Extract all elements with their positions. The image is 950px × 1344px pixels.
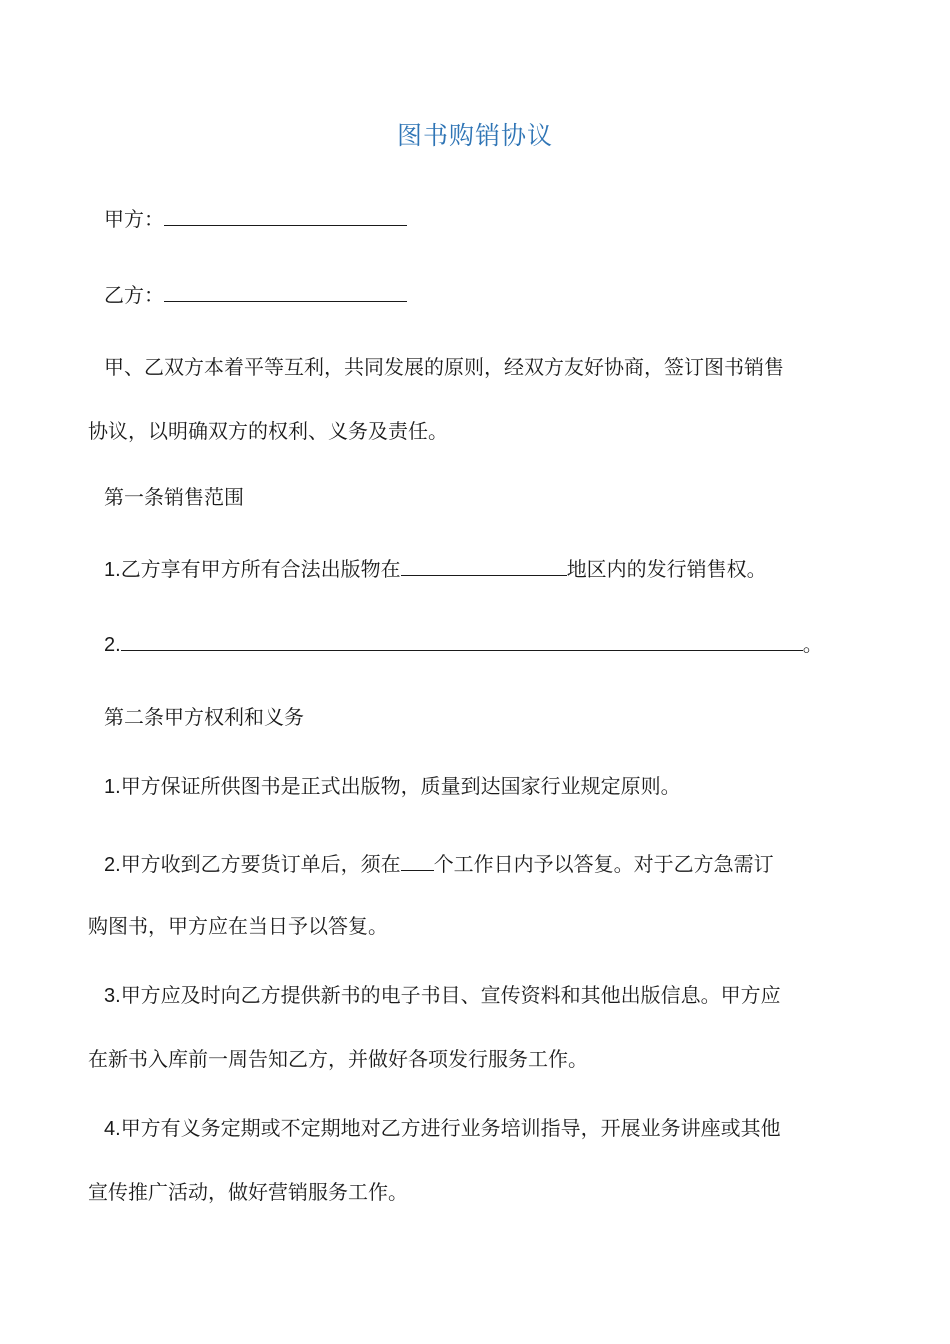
article1-item2-blank [121, 630, 803, 651]
article1-item1 [104, 555, 767, 582]
article2-item2-number: 2. [104, 854, 121, 876]
article1-heading: 第一条销售范围 [104, 485, 244, 509]
workdays-blank [401, 850, 434, 871]
article1-item2-text-after: 。 [802, 632, 823, 656]
article2-item4 [104, 1116, 781, 1141]
article1-item1-number: 1. [104, 559, 121, 581]
article2-item3-line1: 甲方应及时向乙方提供新书的电子书目、宣传资料和其他出版信息。甲方应 [120, 983, 781, 1007]
article2-item3-line2: 在新书入库前一周告知乙方，并做好各项发行服务工作。 [88, 1047, 588, 1071]
party-b-line [104, 281, 407, 307]
article2-item2-text-after: 个工作日内予以答复。对于乙方急需订 [433, 852, 774, 876]
party-a-label: 甲方： [104, 207, 164, 231]
article2-heading: 第二条甲方权利和义务 [104, 705, 304, 729]
party-b-label: 乙方： [104, 283, 164, 307]
party-a-blank [164, 205, 407, 226]
article2-item2 [104, 850, 774, 877]
article2-item1-text: 甲方保证所供图书是正式出版物，质量到达国家行业规定原则。 [120, 774, 681, 798]
party-a-line [104, 205, 407, 231]
intro-line-2: 协议，以明确双方的权利、义务及责任。 [88, 419, 448, 443]
article2-item2-text-before: 甲方收到乙方要货订单后，须在 [120, 852, 401, 876]
article1-item2 [104, 630, 823, 657]
article2-item1-number: 1. [104, 776, 121, 798]
article2-item3-number: 3. [104, 985, 121, 1007]
intro-line-1: 甲、乙双方本着平等互利，共同发展的原则，经双方友好协商，签订图书销售 [104, 355, 784, 379]
article2-item4-number: 4. [104, 1118, 121, 1140]
article2-item4-line2: 宣传推广活动，做好营销服务工作。 [88, 1180, 408, 1204]
party-b-blank [164, 281, 407, 302]
document-title: 图书购销协议 [396, 121, 553, 150]
article1-item2-number: 2. [104, 634, 121, 656]
article2-item4-line1: 甲方有义务定期或不定期地对乙方进行业务培训指导，开展业务讲座或其他 [120, 1116, 781, 1140]
region-blank [401, 555, 567, 576]
article2-item3 [104, 983, 781, 1008]
article1-item1-text-before: 乙方享有甲方所有合法出版物在 [120, 557, 401, 581]
article2-item2-line2: 购图书，甲方应在当日予以答复。 [88, 914, 388, 938]
article2-item1 [104, 774, 681, 799]
article1-item1-text-after: 地区内的发行销售权。 [566, 557, 767, 581]
